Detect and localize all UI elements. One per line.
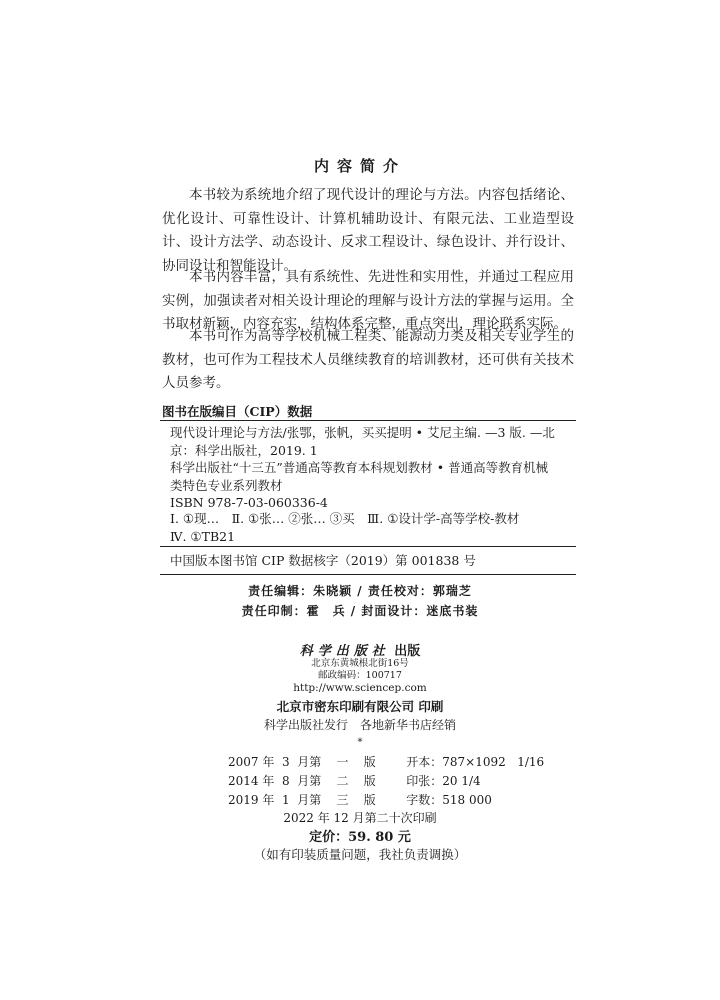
- cip-bottom-rule: [160, 574, 576, 575]
- editors-line-2: 责任印制：霍 兵 / 封面设计：迷底书装: [241, 604, 479, 618]
- edition-history-line: 2019 年 1 月第 三 版 字数：518 000: [228, 793, 492, 807]
- cip-record: [170, 424, 574, 512]
- cip-class-line: Ⅳ. ①TB21: [170, 529, 236, 544]
- quality-note: （如有印装质量问题，我社负责调换）: [253, 847, 467, 862]
- summary-title: 内容简介: [313, 157, 406, 175]
- cip-line: 京：科学出版社，2019. 1: [170, 442, 318, 458]
- editors-line-1: 责任编辑：朱晓颖 / 责任校对：郭瑞芝: [248, 584, 472, 598]
- cip-title: 图书在版编目（CIP）数据: [162, 404, 313, 419]
- cip-middle-rule: [160, 546, 576, 547]
- reprint-line: 2022 年 12 月第二十次印刷: [283, 811, 437, 825]
- edition-history-line: 2014 年 8 月第 二 版 印张：20 1/4: [228, 774, 481, 788]
- printer-line: 北京市密东印刷有限公司 印刷: [276, 699, 444, 714]
- publisher-zip: 邮政编码：100717: [318, 670, 402, 681]
- separator-star: *: [357, 737, 363, 748]
- publisher-logo-text: 科学出版社: [299, 644, 390, 659]
- publisher-line: [0, 640, 720, 659]
- cip-line: 现代设计理论与方法/张鄂，张帆，买买提明 • 艾尼主编. —3 版. —北: [170, 425, 555, 440]
- summary-paragraph-1: 本书较为系统地介绍了现代设计的理论与方法。内容包括绪论、优化设计、可靠性设计、计算机辅助设计、有限元法、工业造型设计、设计方法学、动态设计、反求工程设计、绿色设计、并行设计、协同设计和智能设计。: [162, 187, 574, 274]
- cip-classification: [170, 510, 519, 546]
- edition-history-line: 2007 年 3 月第 一 版 开本：787×1092 1/16: [228, 755, 545, 769]
- publisher-address: 北京东黄城根北街16号: [311, 658, 409, 669]
- distribution-line: 科学出版社发行 各地新华书店经销: [263, 718, 456, 732]
- cip-class-line: Ⅰ. ①现… Ⅱ. ①张… ②张… ③买 Ⅲ. ①设计学-高等学校-教材: [170, 511, 520, 526]
- summary-paragraph-2: 本书内容丰富，具有系统性、先进性和实用性，并通过工程应用实例，加强读者对相关设计理论的理解与设计方法的掌握与运用。全书取材新颖，内容充实，结构体系完整，重点突出，理论联系实际。: [162, 269, 574, 332]
- cip-top-rule: [160, 420, 576, 421]
- cip-record-number: 中国版本图书馆 CIP 数据核字（2019）第 001838 号: [170, 553, 476, 568]
- price: 定价：59. 80 元: [309, 830, 411, 845]
- summary-paragraph-3: 本书可作为高等学校机械工程类、能源动力类及相关专业学生的教材，也可作为工程技术人员继续教育的培训教材，还可供有关技术人员参考。: [162, 328, 574, 391]
- cip-line: 科学出版社“十三五”普通高等教育本科规划教材 • 普通高等教育机械: [170, 460, 549, 475]
- publisher-url: http://www.sciencep.com: [293, 682, 427, 694]
- cip-line: 类特色专业系列教材: [170, 477, 283, 493]
- publisher-suffix: 出版: [389, 644, 421, 659]
- cip-isbn: ISBN 978-7-03-060336-4: [170, 495, 328, 510]
